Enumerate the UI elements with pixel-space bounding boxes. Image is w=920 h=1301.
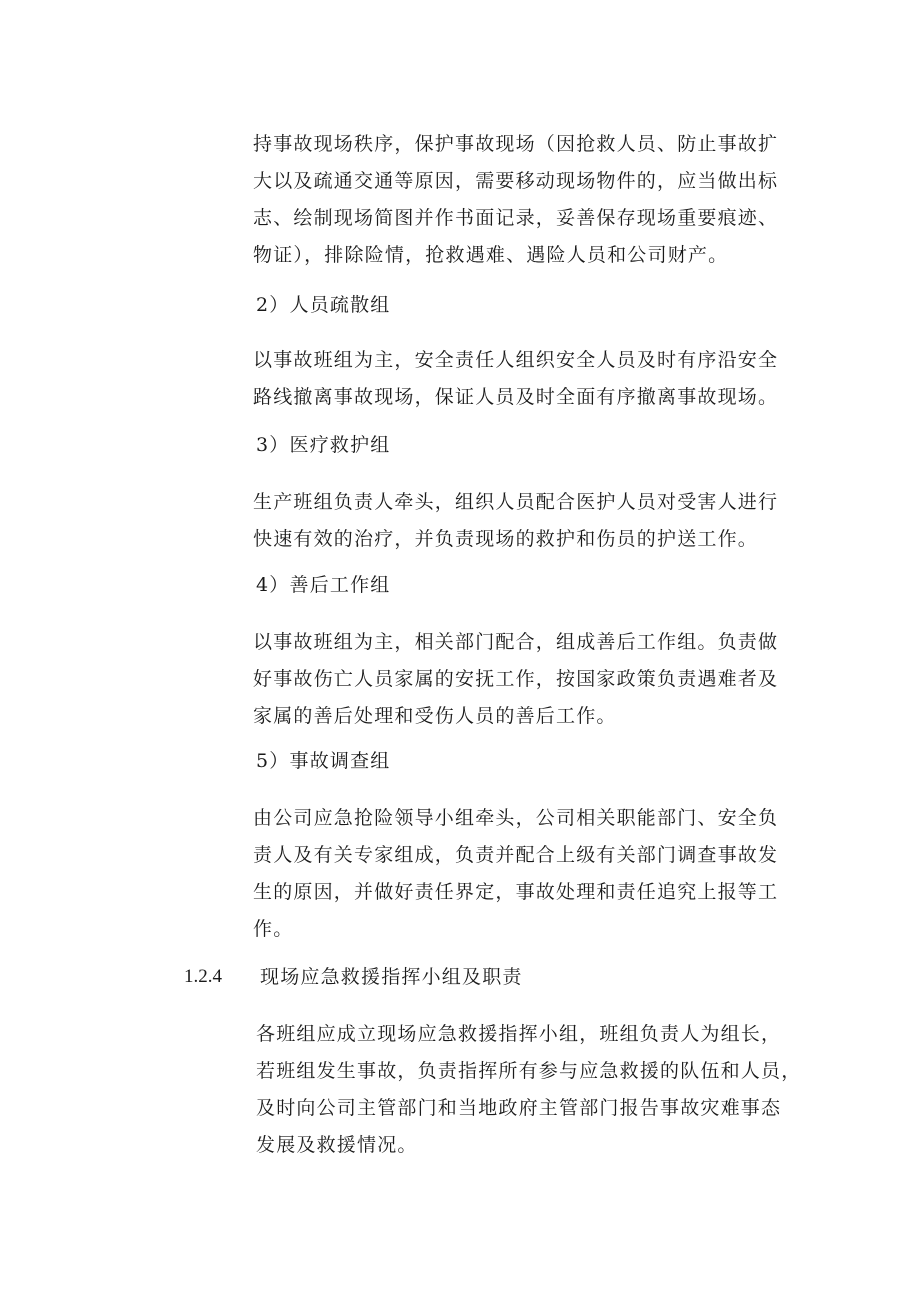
section-title: 现场应急救援指挥小组及职责 xyxy=(260,966,523,988)
subheading-investigation-group: 5）事故调查组 xyxy=(256,750,391,772)
text-line: 持事故现场秩序，保护事故现场（因抢救人员、防止事故扩 xyxy=(253,133,779,155)
text-line: 各班组应成立现场应急救援指挥小组，班组负责人为组长， xyxy=(256,1023,782,1045)
text-line: 路线撤离事故现场，保证人员及时全面有序撤离事故现场。 xyxy=(253,386,779,408)
text-line: 若班组发生事故，负责指挥所有参与应急救援的队伍和人员， xyxy=(256,1060,802,1082)
section-number: 1.2.4 xyxy=(184,966,222,987)
paragraph-aftermath xyxy=(253,624,778,735)
text-line: 生的原因，并做好责任界定，事故处理和责任追究上报等工 xyxy=(253,881,779,903)
text-line: 志、绘制现场简图并作书面记录，妥善保存现场重要痕迹、 xyxy=(253,207,779,229)
text-line: 好事故伤亡人员家属的安抚工作，按国家政策负责遇难者及 xyxy=(253,668,779,690)
text-line: 物证），排除险情，抢救遇难、遇险人员和公司财产。 xyxy=(253,244,729,266)
text-line: 以事故班组为主，安全责任人组织安全人员及时有序沿安全 xyxy=(253,349,779,371)
paragraph-investigation xyxy=(253,800,778,948)
text-line: 以事故班组为主，相关部门配合，组成善后工作组。负责做 xyxy=(253,631,779,653)
text-line: 及时向公司主管部门和当地政府主管部门报告事故灾难事态 xyxy=(256,1097,782,1119)
text-line: 家属的善后处理和受伤人员的善后工作。 xyxy=(253,705,617,727)
paragraph-command-group xyxy=(256,1016,801,1164)
text-line: 快速有效的治疗，并负责现场的救护和伤员的护送工作。 xyxy=(253,528,759,550)
text-line: 责人及有关专家组成，负责并配合上级有关部门调查事故发 xyxy=(253,844,779,866)
text-line: 由公司应急抢险领导小组牵头，公司相关职能部门、安全负 xyxy=(253,807,779,829)
paragraph-evacuation xyxy=(253,342,778,416)
text-line: 生产班组负责人牵头，组织人员配合医护人员对受害人进行 xyxy=(253,491,779,513)
text-line: 发展及救援情况。 xyxy=(256,1134,418,1156)
text-line: 大以及疏通交通等原因，需要移动现场物件的，应当做出标 xyxy=(253,170,779,192)
paragraph-medical xyxy=(253,484,778,558)
text-line: 作。 xyxy=(253,918,294,940)
subheading-aftermath-group: 4）善后工作组 xyxy=(256,574,391,596)
subheading-evacuation-group: 2）人员疏散组 xyxy=(256,294,391,316)
subheading-medical-group: 3）医疗救护组 xyxy=(256,434,391,456)
paragraph-scene-protection xyxy=(253,126,778,274)
